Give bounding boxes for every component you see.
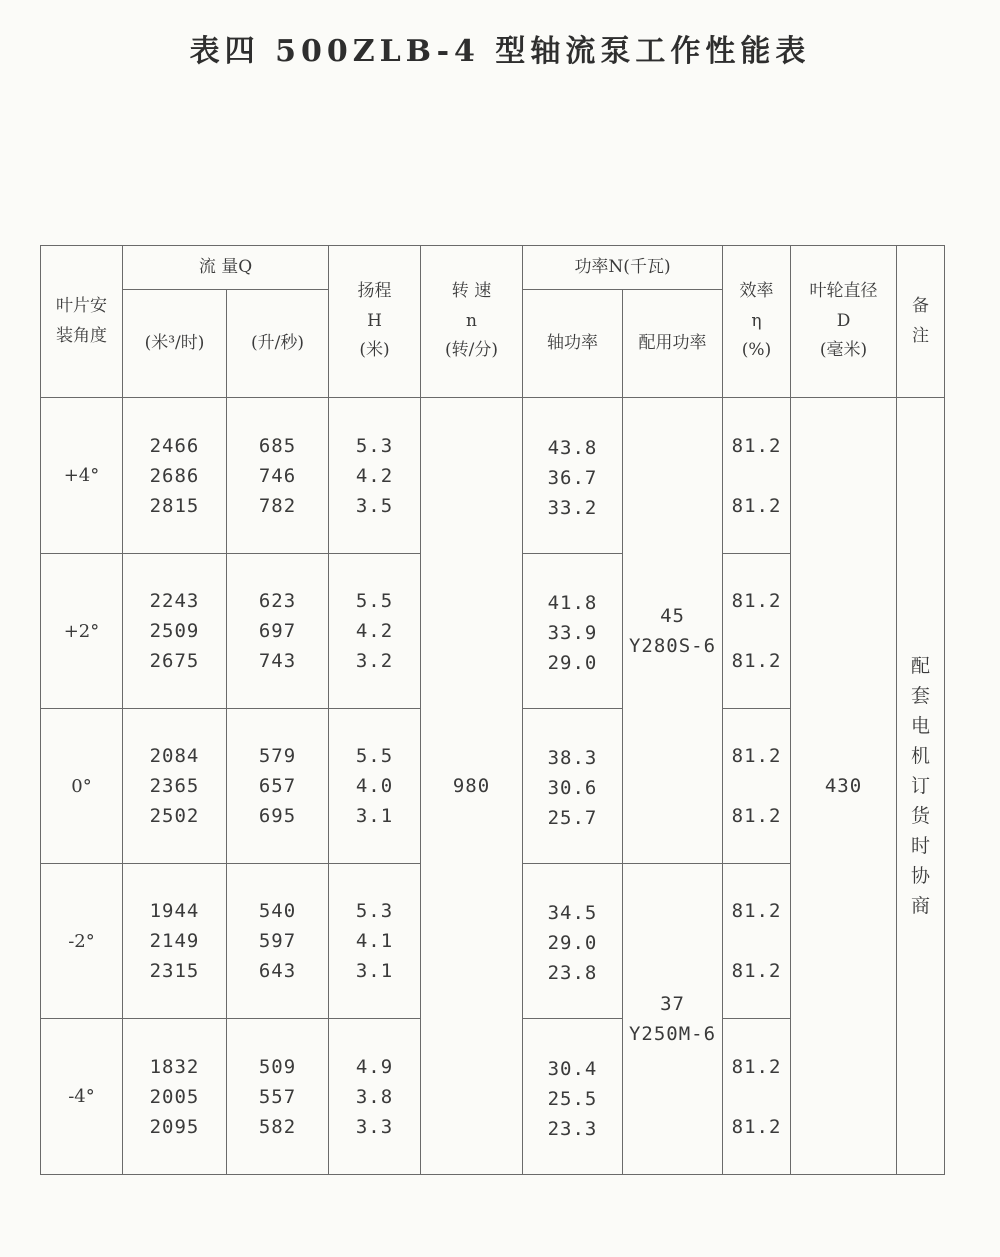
angle-cell: -2° (41, 864, 123, 1019)
value: 33.2 (547, 496, 598, 519)
value: 29.0 (547, 652, 598, 674)
value: 1832 (149, 1055, 200, 1078)
flow-m3h-cell (123, 398, 227, 554)
value: 23.8 (547, 962, 598, 984)
value: 643 (258, 960, 297, 982)
value: 597 (258, 930, 297, 952)
angle-cell: +4° (41, 398, 123, 554)
value: 81.2 (731, 805, 782, 827)
value: 81.2 (731, 590, 782, 612)
value: 540 (258, 900, 297, 922)
value: 30.4 (547, 1057, 598, 1080)
header-remark-line1: 备 (912, 295, 930, 316)
value: 81.2 (731, 1055, 782, 1078)
value: 1944 (149, 900, 200, 922)
page-title: 表四 500ZLB-4 型轴流泵工作性能表 (189, 34, 811, 69)
header-speed (421, 246, 523, 398)
header-power: 功率N(千瓦) (523, 246, 723, 290)
value: 41.8 (547, 592, 598, 614)
motor-a-power: 45 (660, 604, 685, 627)
value: 4.2 (355, 620, 394, 642)
header-remark (897, 246, 945, 398)
efficiency-cell (723, 398, 791, 554)
value: 2675 (149, 650, 200, 672)
value: 25.7 (547, 807, 598, 829)
header-head (329, 246, 421, 398)
performance-table-wrap (40, 245, 944, 1174)
header-shaft-power: 轴功率 (523, 290, 623, 398)
header-eff-line1: 效率 (739, 280, 774, 301)
performance-table (40, 245, 945, 1175)
value: 3.5 (355, 494, 394, 517)
value: 81.2 (731, 745, 782, 767)
value: 557 (258, 1085, 297, 1108)
header-dia-line2: D (836, 310, 851, 331)
motor-b-model: Y250M-6 (628, 1023, 717, 1045)
value: 38.3 (547, 747, 598, 769)
angle-cell: 0° (41, 709, 123, 864)
value: 36.7 (547, 466, 598, 489)
header-remark-line2: 注 (912, 325, 930, 346)
value: 2095 (149, 1115, 200, 1138)
value: 2815 (149, 494, 200, 517)
flow-ls-cell (227, 1019, 329, 1175)
shaft-power-cell (523, 864, 623, 1019)
angle-cell: +2° (41, 554, 123, 709)
value: 582 (258, 1115, 297, 1138)
value: 43.8 (547, 436, 598, 459)
header-eff-line2: η (751, 310, 762, 331)
header-angle (41, 246, 123, 398)
remark-text: 配套电机订货时协商 (911, 655, 931, 917)
diameter-cell: 430 (791, 398, 897, 1175)
value: 5.5 (355, 745, 394, 767)
value: 2084 (149, 745, 200, 767)
flow-ls-cell (227, 398, 329, 554)
value: 697 (258, 620, 297, 642)
header-efficiency (723, 246, 791, 398)
header-dia-line1: 叶轮直径 (809, 280, 878, 301)
value: 23.3 (547, 1117, 598, 1140)
header-flow-m3h-unit: (米³/时) (123, 290, 227, 398)
head-cell (329, 398, 421, 554)
efficiency-cell (723, 554, 791, 709)
value: 2686 (149, 464, 200, 487)
value: 5.3 (355, 434, 394, 457)
value: 2315 (149, 960, 200, 982)
header-matched-power: 配用功率 (623, 290, 723, 398)
value: 2466 (149, 434, 200, 457)
shaft-power-cell (523, 1019, 623, 1175)
value: 746 (258, 464, 297, 487)
value: 743 (258, 650, 297, 672)
value: 81.2 (731, 960, 782, 982)
value: 3.3 (355, 1115, 394, 1138)
efficiency-cell (723, 864, 791, 1019)
value: 81.2 (731, 900, 782, 922)
value: 782 (258, 494, 297, 517)
motor-b-power: 37 (660, 993, 685, 1015)
value: 2365 (149, 775, 200, 797)
flow-m3h-cell (123, 1019, 227, 1175)
value: 579 (258, 745, 297, 767)
value: 2243 (149, 590, 200, 612)
value: 4.0 (355, 775, 394, 797)
matched-power-cell-b (623, 864, 723, 1175)
shaft-power-cell (523, 398, 623, 554)
value: 3.8 (355, 1085, 394, 1108)
motor-a-model: Y280S-6 (628, 634, 717, 657)
value: 509 (258, 1055, 297, 1078)
value: 685 (258, 434, 297, 457)
remark-cell (897, 398, 945, 1175)
value: 623 (258, 590, 297, 612)
flow-ls-cell (227, 709, 329, 864)
header-head-line1: 扬程 (357, 280, 392, 301)
flow-m3h-cell (123, 709, 227, 864)
value: 3.2 (355, 650, 394, 672)
value: 695 (258, 805, 297, 827)
value: 5.5 (355, 590, 394, 612)
value: 81.2 (731, 494, 782, 517)
header-angle-line1: 叶片安 (56, 295, 107, 316)
angle-cell: -4° (41, 1019, 123, 1175)
value: 3.1 (355, 805, 394, 827)
header-speed-line3: (转/分) (445, 340, 498, 361)
header-angle-line2: 装角度 (56, 325, 107, 346)
value: 4.2 (355, 464, 394, 487)
header-speed-line1: 转 速 (451, 280, 492, 301)
flow-ls-cell (227, 554, 329, 709)
flow-ls-cell (227, 864, 329, 1019)
value: 29.0 (547, 932, 598, 954)
value: 30.6 (547, 777, 598, 799)
value: 4.9 (355, 1055, 394, 1078)
value: 81.2 (731, 434, 782, 457)
value: 2502 (149, 805, 200, 827)
value: 2005 (149, 1085, 200, 1108)
shaft-power-cell (523, 709, 623, 864)
header-dia-line3: (毫米) (819, 340, 868, 361)
header-head-line3: (米) (359, 340, 390, 361)
efficiency-cell (723, 1019, 791, 1175)
value: 81.2 (731, 650, 782, 672)
value: 25.5 (547, 1087, 598, 1110)
value: 33.9 (547, 622, 598, 644)
shaft-power-cell (523, 554, 623, 709)
head-cell (329, 554, 421, 709)
value: 34.5 (547, 902, 598, 924)
header-head-line2: H (367, 310, 382, 331)
matched-power-cell-a (623, 398, 723, 864)
value: 81.2 (731, 1115, 782, 1138)
value: 5.3 (355, 900, 394, 922)
value: 3.1 (355, 960, 394, 982)
header-flow-ls-unit: (升/秒) (227, 290, 329, 398)
header-eff-line3: (%) (741, 340, 772, 361)
header-diameter (791, 246, 897, 398)
value: 657 (258, 775, 297, 797)
value: 2509 (149, 620, 200, 642)
flow-m3h-cell (123, 554, 227, 709)
head-cell (329, 1019, 421, 1175)
header-flow: 流 量Q (123, 246, 329, 290)
head-cell (329, 709, 421, 864)
flow-m3h-cell (123, 864, 227, 1019)
efficiency-cell (723, 709, 791, 864)
head-cell (329, 864, 421, 1019)
speed-cell: 980 (421, 398, 523, 1175)
header-speed-line2: n (466, 310, 477, 331)
value: 2149 (149, 930, 200, 952)
value: 4.1 (355, 930, 394, 952)
